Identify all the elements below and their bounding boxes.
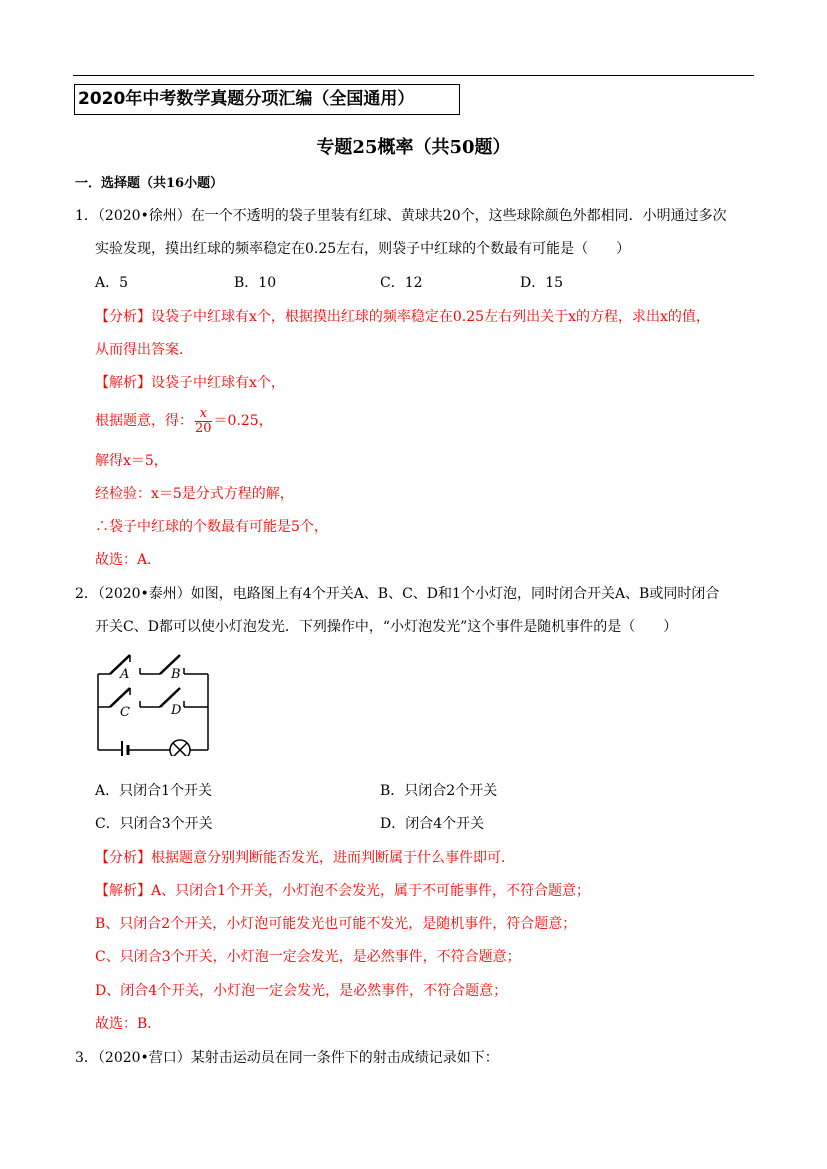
q1-analysis-text: 设袋子中红球有x个，根据摸出红球的频率稳定在0.25左右列出关于x的方程，求出x的值，: [151, 309, 710, 325]
q1-step-solve: 解得x＝5，: [95, 453, 168, 469]
switch-label-d: D: [171, 703, 182, 718]
q2-solution: [95, 881, 590, 901]
q2-solution-line4: D、闭合4个开关，小灯泡一定会发光，是必然事件，不符合题意；: [95, 983, 508, 999]
q2-stem-line2: 开关C、D都可以使小灯泡发光．下列操作中，“小灯泡发光”这个事件是随机事件的是（ ）: [95, 619, 678, 635]
header-rule: [73, 75, 754, 76]
q2-analysis: [95, 848, 515, 868]
q1-conclusion: ∴袋子中红球的个数最有可能是5个，: [95, 519, 328, 535]
switch-label-b: B: [171, 667, 181, 682]
q1-frac-numerator: x: [199, 405, 207, 421]
q1-solution: [95, 373, 285, 393]
q1-answer: 故选：A．: [95, 552, 162, 568]
q1-solution-line1: 设袋子中红球有x个，: [151, 375, 285, 391]
q1-equation-prefix: 根据题意，得：: [95, 413, 193, 429]
q1-analysis: [95, 307, 710, 327]
switch-label-a: A: [120, 667, 130, 682]
q2-analysis-tag: 【分析】: [95, 850, 151, 866]
q1-analysis-line2: 从而得出答案．: [95, 342, 193, 358]
q2-stem-line1: 2．（2020•泰州）如图，电路图上有4个开关A、B、C、D和1个小灯泡，同时闭合开关A、B或同时闭合: [75, 586, 720, 602]
q1-option-d: D．15: [520, 275, 564, 291]
q2-solution-tag: 【解析】: [95, 883, 151, 899]
q1-option-c: C．12: [380, 275, 423, 291]
q3-stem-line1: 3．（2020•营口）某射击运动员在同一条件下的射击成绩记录如下：: [75, 1050, 499, 1066]
circuit-diagram: [94, 648, 212, 756]
q1-option-a: A．5: [95, 275, 129, 291]
q1-equation: [95, 403, 273, 439]
q2-option-c: C．只闭合3个开关: [95, 816, 213, 832]
switch-label-c: C: [120, 705, 130, 720]
q2-solution-line3: C、只闭合3个开关，小灯泡一定会发光，是必然事件，不符合题意；: [95, 949, 521, 965]
q2-option-a: A．只闭合1个开关: [95, 783, 213, 799]
q2-answer: 故选：B．: [95, 1016, 162, 1032]
q2-solution-line2: B、只闭合2个开关，小灯泡可能发光也可能不发光，是随机事件，符合题意；: [95, 916, 577, 932]
q2-option-d: D．闭合4个开关: [380, 816, 485, 832]
section-heading: 一．选择题（共16小题）: [75, 176, 224, 191]
q1-frac-denominator: 20: [195, 420, 212, 436]
q1-solution-tag: 【解析】: [95, 375, 151, 391]
q2-option-b: B．只闭合2个开关: [380, 783, 498, 799]
collection-title: 2020年中考数学真题分项汇编（全国通用）: [74, 84, 460, 115]
q1-stem-line2: 实验发现，摸出红球的频率稳定在0.25左右，则袋子中红球的个数最有可能是（ ）: [95, 241, 631, 257]
q1-analysis-tag: 【分析】: [95, 309, 151, 325]
q1-stem-line1: 1．（2020•徐州）在一个不透明的袋子里装有红球、黄球共20个，这些球除颜色外都相同．小明通过多次: [75, 208, 727, 224]
q2-solution-line1: A、只闭合1个开关，小灯泡不会发光，属于不可能事件，不符合题意；: [151, 883, 591, 899]
q1-step-check: 经检验：x＝5是分式方程的解，: [95, 486, 294, 502]
q2-analysis-text: 根据题意分别判断能否发光，进而判断属于什么事件即可．: [151, 850, 515, 866]
q1-fraction: [195, 407, 212, 436]
q1-equation-suffix: ＝0.25，: [213, 413, 273, 429]
q1-option-b: B．10: [234, 275, 277, 291]
page-title: 专题25概率（共50题）: [316, 137, 511, 158]
